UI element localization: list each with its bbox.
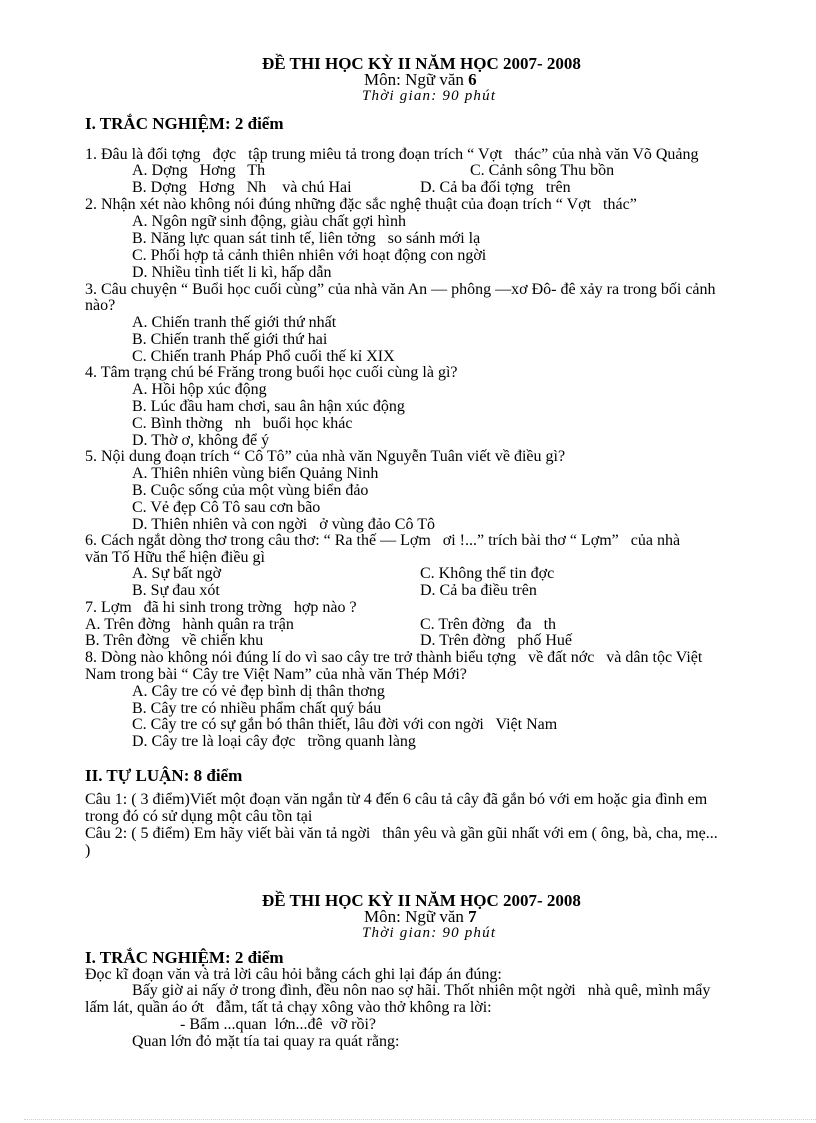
- question-1-option-c: C. Cảnh sông Thu bồn: [470, 162, 615, 179]
- subject-label: Môn: Ngữ văn: [364, 70, 464, 89]
- question-8-option-b: B. Cây tre có nhiều phẩm chất quý báu: [132, 700, 382, 717]
- question-1: 1. Đâu là đối tợng đợc tập trung miêu tả trong đoạn trích “ Vợt thác” của nhà văn Võ Quảng: [85, 146, 699, 163]
- subject-grade: 7: [468, 907, 477, 926]
- question-4-option-b: B. Lúc đầu ham chơi, sau ân hận xúc động: [132, 398, 405, 415]
- question-3-option-c: C. Chiến tranh Pháp Phổ cuối thế kỉ XIX: [132, 348, 395, 365]
- section-essay-title: II. TỰ LUẬN: 8 điểm: [85, 766, 243, 785]
- exam-subject: [364, 71, 477, 88]
- exam-time: Thời gian: 90 phút: [362, 88, 497, 104]
- passage-line: lấm lát, quần áo ớt đẫm, tất tả chạy xông vào thở không ra lời:: [85, 999, 492, 1016]
- question-5-option-c: C. Vẻ đẹp Cô Tô sau cơn bão: [132, 499, 321, 516]
- passage-line: - Bẩm ...quan lớn...đê vỡ rồi?: [180, 1016, 376, 1033]
- passage-line: Quan lớn đỏ mặt tía tai quay ra quát rằng:: [132, 1033, 400, 1050]
- question-6: 6. Cách ngắt dòng thơ trong câu thơ: “ Ra thế — Lợm ơi !...” trích bài thơ “ Lợm” của nhà: [85, 532, 681, 549]
- question-8-option-d: D. Cây tre là loại cây đợc trồng quanh làng: [132, 733, 416, 750]
- question-3-continued: nào?: [85, 297, 116, 314]
- section-multiple-choice-title: I. TRẮC NGHIỆM: 2 điểm: [85, 948, 284, 967]
- essay-question-1: Câu 1: ( 3 điểm)Viết một đoạn văn ngắn từ 4 đến 6 câu tả cây đã gắn bó với em hoặc gia đình em: [85, 791, 708, 808]
- question-6-option-d: D. Cả ba điều trên: [420, 582, 537, 599]
- question-7-option-d: D. Trên đờng phố Huế: [420, 632, 573, 649]
- subject-label: Môn: Ngữ văn: [364, 907, 464, 926]
- question-7-option-a: A. Trên đờng hành quân ra trận: [85, 616, 294, 633]
- question-7-option-b: B. Trên đờng về chiến khu: [85, 632, 264, 649]
- question-2-option-a: A. Ngôn ngữ sinh động, giàu chất gợi hình: [132, 213, 406, 230]
- question-1-option-d: D. Cả ba đối tợng trên: [420, 179, 571, 196]
- question-8: 8. Dòng nào không nói đúng lí do vì sao cây tre trở thành biểu tợng về đất nớc và dân tộc Việt: [85, 649, 703, 666]
- question-2-option-c: C. Phối hợp tả cảnh thiên nhiên với hoạt động con ngời: [132, 247, 487, 264]
- question-7: 7. Lợm đã hi sinh trong trờng hợp nào ?: [85, 599, 357, 616]
- question-5: 5. Nội dung đoạn trích “ Cô Tô” của nhà văn Nguyễn Tuân viết về điều gì?: [85, 448, 566, 465]
- question-6-option-c: C. Không thể tin đợc: [420, 565, 555, 582]
- question-1-option-a: A. Dợng Hơng Th: [132, 162, 266, 179]
- essay-question-2-continued: ): [85, 842, 91, 859]
- passage-line: Bấy giờ ai nấy ở trong đình, đều nôn nao sợ hãi. Thốt nhiên một ngời nhà quê, mình mẩy: [132, 982, 711, 999]
- reading-instruction: Đọc kĩ đoạn văn và trả lời câu hỏi bằng cách ghi lại đáp án đúng:: [85, 966, 502, 983]
- question-6-continued: văn Tố Hữu thể hiện điều gì: [85, 549, 265, 566]
- question-8-option-a: A. Cây tre có vẻ đẹp bình dị thân thơng: [132, 683, 385, 700]
- question-8-option-c: C. Cây tre có sự gắn bó thân thiết, lâu đời với con ngời Việt Nam: [132, 716, 558, 733]
- question-2-option-b: B. Năng lực quan sát tinh tế, liên tởng so sánh mới lạ: [132, 230, 481, 247]
- question-3: 3. Câu chuyện “ Buổi học cuối cùng” của nhà văn An — phông —xơ Đô- đê xảy ra trong bối cảnh: [85, 281, 716, 298]
- question-6-option-b: B. Sự đau xót: [132, 582, 220, 599]
- question-4: 4. Tâm trạng chú bé Frăng trong buổi học cuối cùng là gì?: [85, 364, 458, 381]
- exam-title: ĐỀ THI HỌC KỲ II NĂM HỌC 2007- 2008: [262, 54, 581, 73]
- question-4-option-c: C. Bình thờng nh buổi học khác: [132, 415, 353, 432]
- exam-title: ĐỀ THI HỌC KỲ II NĂM HỌC 2007- 2008: [262, 891, 581, 910]
- question-2-option-d: D. Nhiều tình tiết li kì, hấp dẫn: [132, 264, 332, 281]
- question-4-option-a: A. Hồi hộp xúc động: [132, 381, 267, 398]
- question-8-continued: Nam trong bài “ Cây tre Việt Nam” của nhà văn Thép Mới?: [85, 666, 467, 683]
- essay-question-1-continued: trong đó có sử dụng một câu tồn tại: [85, 808, 313, 825]
- question-4-option-d: D. Thờ ơ, không để ý: [132, 432, 270, 449]
- page-bottom-divider: [24, 1119, 816, 1120]
- question-5-option-a: A. Thiên nhiên vùng biển Quảng Ninh: [132, 465, 379, 482]
- section-multiple-choice-title: I. TRẮC NGHIỆM: 2 điểm: [85, 114, 284, 133]
- essay-question-2: Câu 2: ( 5 điểm) Em hãy viết bài văn tả ngời thân yêu và gần gũi nhất với em ( ông, bà, cha, mẹ...: [85, 825, 718, 842]
- question-3-option-a: A. Chiến tranh thế giới thứ nhất: [132, 314, 337, 331]
- question-1-option-b: B. Dợng Hơng Nh và chú Hai: [132, 179, 352, 196]
- question-7-option-c: C. Trên đờng đa th: [420, 616, 557, 633]
- subject-grade: 6: [468, 70, 477, 89]
- exam-subject: [364, 908, 477, 925]
- exam-time: Thời gian: 90 phút: [362, 925, 497, 941]
- question-5-option-b: B. Cuộc sống của một vùng biển đảo: [132, 482, 369, 499]
- question-2: 2. Nhận xét nào không nói đúng những đặc sắc nghệ thuật của đoạn trích “ Vợt thác”: [85, 196, 637, 213]
- question-6-option-a: A. Sự bất ngờ: [132, 565, 222, 582]
- question-5-option-d: D. Thiên nhiên và con ngời ở vùng đảo Cô Tô: [132, 516, 435, 533]
- question-3-option-b: B. Chiến tranh thế giới thứ hai: [132, 331, 328, 348]
